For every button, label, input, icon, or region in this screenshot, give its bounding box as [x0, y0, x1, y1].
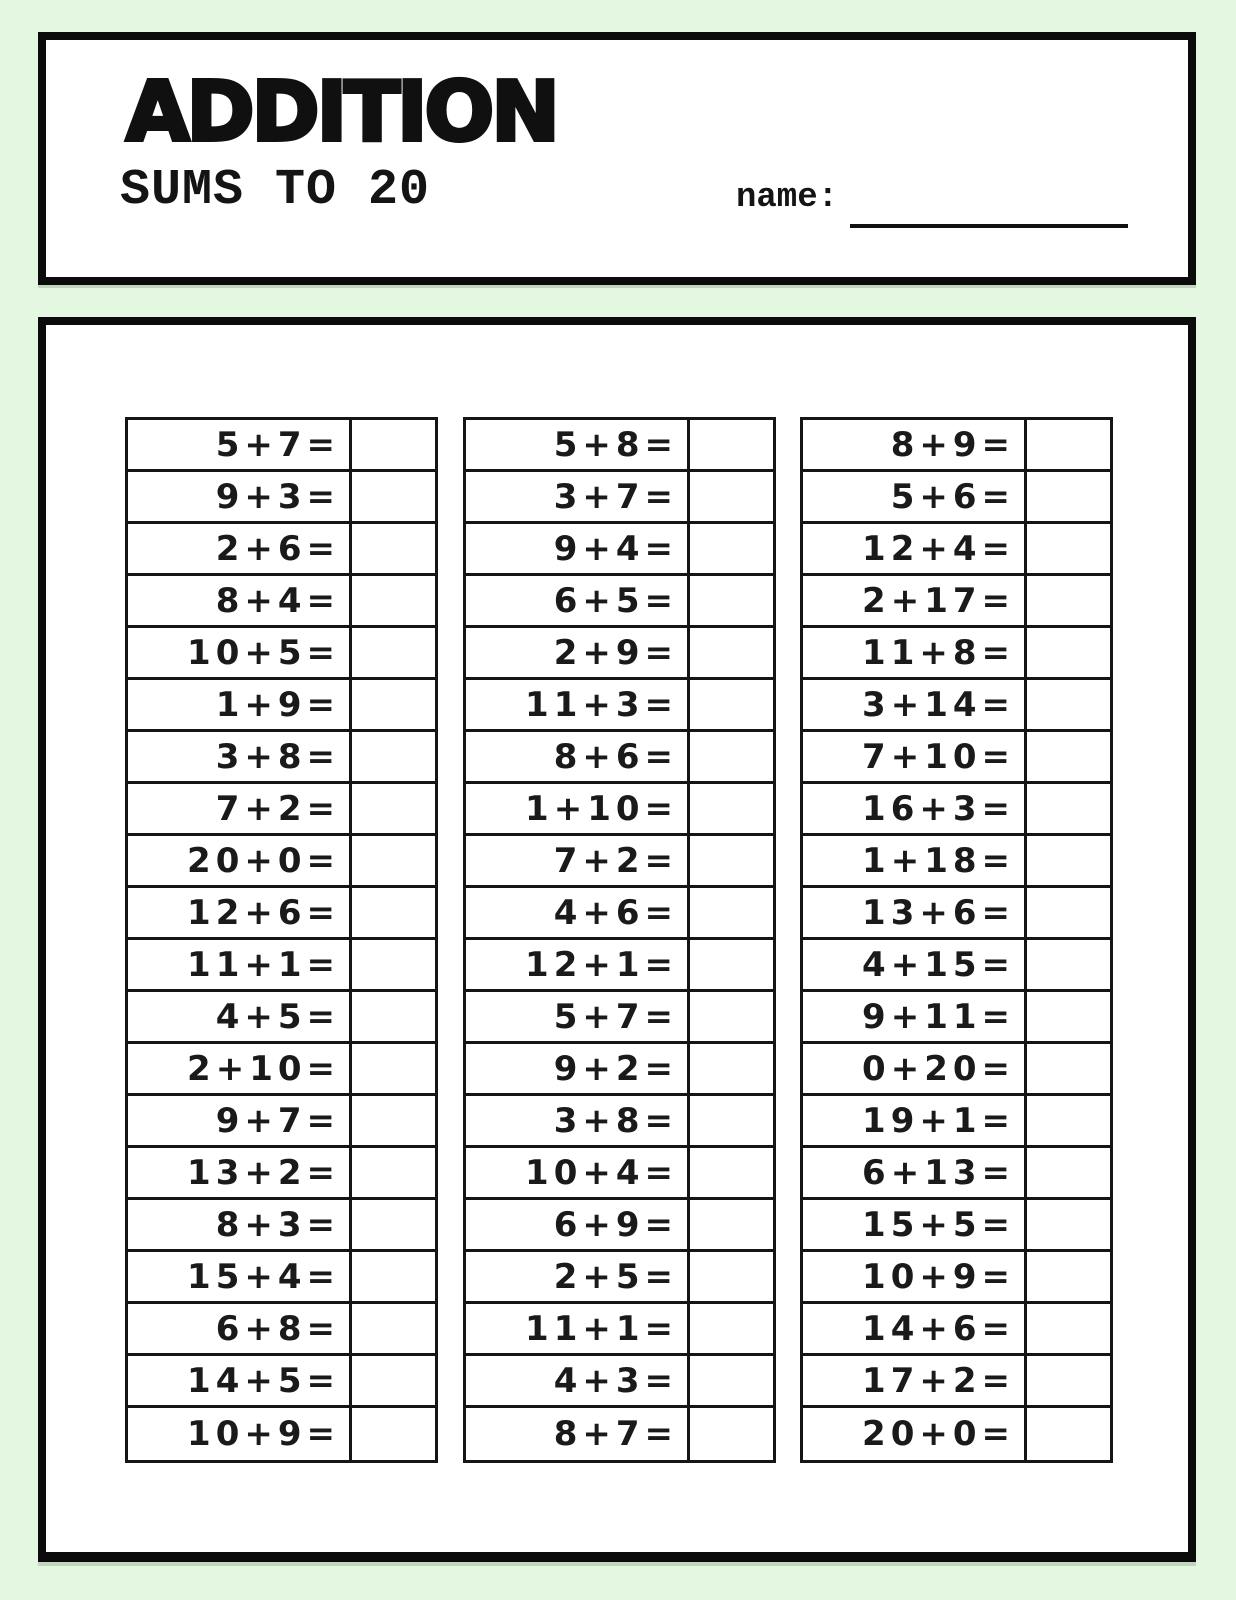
answer-box[interactable] — [687, 680, 773, 729]
problem-text: 19+1= — [862, 1100, 1015, 1141]
answer-box[interactable] — [687, 888, 773, 937]
answer-box[interactable] — [1024, 420, 1110, 469]
problem-text: 8+4= — [215, 580, 340, 621]
problem-text: 11+3= — [525, 684, 678, 725]
answer-box[interactable] — [349, 1356, 435, 1405]
answer-box[interactable] — [1024, 680, 1110, 729]
problem-row — [803, 1148, 1110, 1200]
problem-text: 7+2= — [553, 840, 678, 881]
answer-box[interactable] — [349, 1096, 435, 1145]
answer-box[interactable] — [687, 1408, 773, 1460]
problem-text: 6+13= — [862, 1152, 1015, 1193]
answer-box[interactable] — [1024, 628, 1110, 677]
problem-row — [803, 472, 1110, 524]
problems-box — [38, 317, 1196, 1562]
problem-row — [803, 1252, 1110, 1304]
problem-row — [803, 576, 1110, 628]
answer-box[interactable] — [687, 1252, 773, 1301]
problem-text: 2+10= — [187, 1048, 340, 1089]
problem-text: 9+3= — [215, 476, 340, 517]
problem-text: 1+9= — [215, 684, 340, 725]
problem-column-2 — [463, 417, 776, 1463]
problem-row — [466, 576, 773, 628]
answer-box[interactable] — [1024, 888, 1110, 937]
problem-text: 3+8= — [215, 736, 340, 777]
answer-box[interactable] — [1024, 1096, 1110, 1145]
problem-text: 20+0= — [187, 840, 340, 881]
answer-box[interactable] — [349, 576, 435, 625]
problem-row — [803, 680, 1110, 732]
answer-box[interactable] — [349, 1252, 435, 1301]
answer-box[interactable] — [687, 628, 773, 677]
answer-box[interactable] — [349, 784, 435, 833]
problem-row — [128, 1148, 435, 1200]
answer-box[interactable] — [687, 1356, 773, 1405]
answer-box[interactable] — [349, 1304, 435, 1353]
problem-row — [128, 628, 435, 680]
problem-row — [466, 1148, 773, 1200]
problem-text: 10+5= — [187, 632, 340, 673]
header-box — [38, 32, 1196, 285]
problem-text: 8+6= — [553, 736, 678, 777]
problem-row — [466, 1252, 773, 1304]
problem-text: 0+20= — [862, 1048, 1015, 1089]
answer-box[interactable] — [1024, 472, 1110, 521]
problem-text: 17+2= — [862, 1360, 1015, 1401]
problem-text: 3+7= — [553, 476, 678, 517]
answer-box[interactable] — [687, 940, 773, 989]
problem-row — [803, 1096, 1110, 1148]
problem-column-3 — [800, 417, 1113, 1463]
problem-text: 9+11= — [862, 996, 1015, 1037]
problem-text: 2+6= — [215, 528, 340, 569]
problem-text: 8+9= — [890, 424, 1015, 465]
problem-text: 12+4= — [862, 528, 1015, 569]
answer-box[interactable] — [687, 1304, 773, 1353]
problem-row — [128, 1044, 435, 1096]
problem-text: 4+15= — [862, 944, 1015, 985]
answer-box[interactable] — [349, 1044, 435, 1093]
problem-row — [128, 940, 435, 992]
problem-row — [128, 680, 435, 732]
name-field — [736, 178, 1128, 219]
answer-box[interactable] — [1024, 1408, 1110, 1460]
problem-text: 11+8= — [862, 632, 1015, 673]
problem-text: 5+8= — [553, 424, 678, 465]
problem-row — [803, 940, 1110, 992]
answer-box[interactable] — [349, 524, 435, 573]
answer-box[interactable] — [1024, 940, 1110, 989]
answer-box[interactable] — [1024, 1200, 1110, 1249]
name-entry-line[interactable] — [850, 190, 1128, 228]
answer-box[interactable] — [687, 992, 773, 1041]
answer-box[interactable] — [1024, 732, 1110, 781]
answer-box[interactable] — [687, 524, 773, 573]
problem-row — [466, 524, 773, 576]
worksheet-title: ADDITION — [126, 65, 557, 160]
answer-box[interactable] — [687, 420, 773, 469]
answer-box[interactable] — [687, 576, 773, 625]
problem-row — [803, 1356, 1110, 1408]
problem-row — [128, 576, 435, 628]
answer-box[interactable] — [1024, 1304, 1110, 1353]
answer-box[interactable] — [1024, 992, 1110, 1041]
answer-box[interactable] — [687, 1148, 773, 1197]
problem-row — [466, 1200, 773, 1252]
answer-box[interactable] — [687, 784, 773, 833]
answer-box[interactable] — [349, 628, 435, 677]
answer-box[interactable] — [687, 732, 773, 781]
problem-row — [803, 420, 1110, 472]
problem-row — [128, 1408, 435, 1460]
problem-row — [466, 1096, 773, 1148]
problem-text: 13+6= — [862, 892, 1015, 933]
problem-row — [803, 784, 1110, 836]
answer-box[interactable] — [687, 836, 773, 885]
problem-text: 3+14= — [862, 684, 1015, 725]
problem-text: 15+5= — [862, 1204, 1015, 1245]
problem-text: 2+9= — [553, 632, 678, 673]
problem-text: 5+6= — [890, 476, 1015, 517]
problem-row — [128, 472, 435, 524]
answer-box[interactable] — [349, 888, 435, 937]
problem-row — [466, 472, 773, 524]
problem-row — [128, 1200, 435, 1252]
problem-row — [803, 524, 1110, 576]
problem-text: 1+18= — [862, 840, 1015, 881]
problem-text: 2+17= — [862, 580, 1015, 621]
problem-row — [803, 1044, 1110, 1096]
problem-text: 2+5= — [553, 1256, 678, 1297]
problem-text: 8+7= — [553, 1414, 678, 1454]
answer-box[interactable] — [349, 732, 435, 781]
problem-text: 9+7= — [215, 1100, 340, 1141]
problem-row — [466, 784, 773, 836]
worksheet-subtitle: SUMS TO 20 — [120, 162, 431, 219]
problem-text: 7+10= — [862, 736, 1015, 777]
answer-box[interactable] — [349, 1148, 435, 1197]
problem-row — [803, 836, 1110, 888]
problem-row — [466, 992, 773, 1044]
problem-row — [466, 1044, 773, 1096]
answer-box[interactable] — [1024, 836, 1110, 885]
problem-text: 7+2= — [215, 788, 340, 829]
answer-box[interactable] — [349, 992, 435, 1041]
problem-row — [128, 1304, 435, 1356]
problem-text: 5+7= — [553, 996, 678, 1037]
problem-row — [128, 1252, 435, 1304]
answer-box[interactable] — [687, 472, 773, 521]
problem-text: 1+10= — [525, 788, 678, 829]
answer-box[interactable] — [1024, 1252, 1110, 1301]
answer-box[interactable] — [349, 1200, 435, 1249]
problem-text: 9+4= — [553, 528, 678, 569]
problem-text: 12+6= — [187, 892, 340, 933]
problem-text: 5+7= — [215, 424, 340, 465]
problem-text: 13+2= — [187, 1152, 340, 1193]
problem-row — [466, 1408, 773, 1460]
answer-box[interactable] — [1024, 1044, 1110, 1093]
problem-row — [466, 628, 773, 680]
problem-text: 11+1= — [525, 1308, 678, 1349]
name-label: name: — [736, 179, 839, 217]
problem-text: 11+1= — [187, 944, 340, 985]
problem-text: 10+4= — [525, 1152, 678, 1193]
answer-box[interactable] — [1024, 1356, 1110, 1405]
problem-text: 4+5= — [215, 996, 340, 1037]
problem-text: 6+9= — [553, 1204, 678, 1245]
problem-row — [803, 1408, 1110, 1460]
problem-row — [128, 888, 435, 940]
problem-row — [803, 888, 1110, 940]
answer-box[interactable] — [349, 1408, 435, 1460]
problem-row — [128, 992, 435, 1044]
problem-row — [803, 1304, 1110, 1356]
answer-box[interactable] — [349, 836, 435, 885]
problem-text: 10+9= — [862, 1256, 1015, 1297]
answer-box[interactable] — [349, 940, 435, 989]
problem-row — [803, 732, 1110, 784]
problem-row — [803, 1200, 1110, 1252]
problem-text: 14+6= — [862, 1308, 1015, 1349]
problem-row — [466, 680, 773, 732]
problem-text: 4+6= — [553, 892, 678, 933]
problem-row — [803, 992, 1110, 1044]
problem-text: 10+9= — [187, 1414, 340, 1454]
answer-box[interactable] — [349, 472, 435, 521]
answer-box[interactable] — [349, 680, 435, 729]
problem-text: 6+8= — [215, 1308, 340, 1349]
problem-row — [128, 836, 435, 888]
problem-text: 6+5= — [553, 580, 678, 621]
problem-row — [466, 1356, 773, 1408]
answer-box[interactable] — [1024, 524, 1110, 573]
problem-text: 8+3= — [215, 1204, 340, 1245]
problem-row — [466, 732, 773, 784]
problem-text: 14+5= — [187, 1360, 340, 1401]
problem-row — [803, 628, 1110, 680]
problem-row — [128, 1096, 435, 1148]
answer-box[interactable] — [687, 1200, 773, 1249]
problem-text: 12+1= — [525, 944, 678, 985]
problem-column-1 — [125, 417, 438, 1463]
problem-text: 20+0= — [862, 1414, 1015, 1454]
answer-box[interactable] — [1024, 1148, 1110, 1197]
problem-row — [466, 836, 773, 888]
problem-row — [466, 940, 773, 992]
answer-box[interactable] — [687, 1096, 773, 1145]
problem-row — [128, 1356, 435, 1408]
problem-row — [466, 420, 773, 472]
answer-box[interactable] — [349, 420, 435, 469]
problem-text: 3+8= — [553, 1100, 678, 1141]
problem-row — [128, 732, 435, 784]
problem-text: 15+4= — [187, 1256, 340, 1297]
problem-text: 9+2= — [553, 1048, 678, 1089]
problem-row — [128, 420, 435, 472]
problem-row — [128, 524, 435, 576]
answer-box[interactable] — [1024, 784, 1110, 833]
problem-row — [466, 1304, 773, 1356]
answer-box[interactable] — [1024, 576, 1110, 625]
problem-row — [466, 888, 773, 940]
problem-row — [128, 784, 435, 836]
problem-text: 4+3= — [553, 1360, 678, 1401]
problem-text: 16+3= — [862, 788, 1015, 829]
answer-box[interactable] — [687, 1044, 773, 1093]
